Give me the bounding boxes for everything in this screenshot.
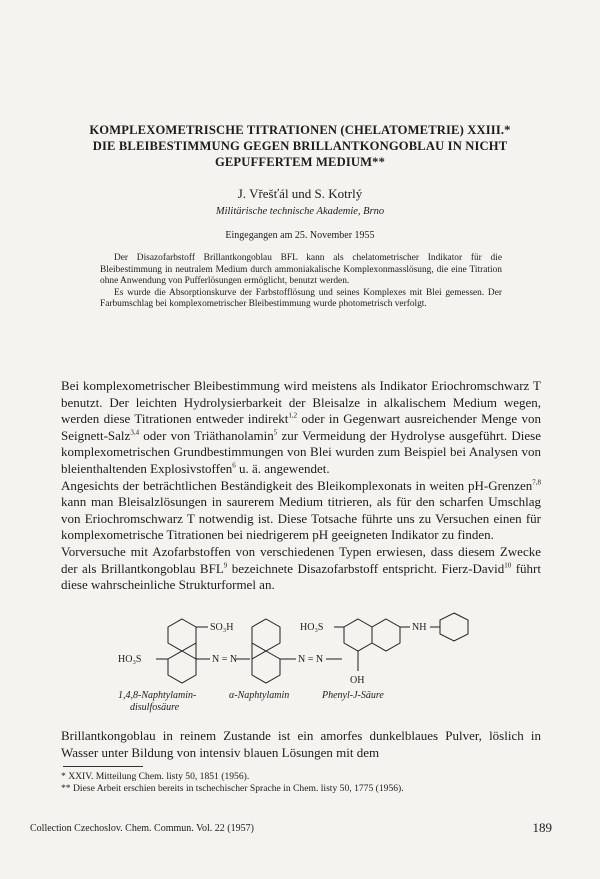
footnote-2: ** Diese Arbeit erschien bereits in tschechischer Sprache in Chem. listy 50, 1775 (1956). <box>61 783 404 794</box>
caption-phenyl-j-saeure: Phenyl-J-Säure <box>322 690 384 701</box>
abstract-paragraph-2: Es wurde die Absorptionskurve der Farbstofflösung und seines Komplexes mit Blei gemessen. Der Farbumschlag bei komplexometrischer Bleibestimmung wurde photometrisch verfolgt. <box>100 287 502 309</box>
so3h-label-1: SO₃H <box>210 622 234 633</box>
title-line-2: DIE BLEIBESTIMMUNG GEGEN BRILLANTKONGOBLAU IN NICHT <box>92 139 508 153</box>
naphthalene-1-ring-b <box>168 651 196 683</box>
caption-naphtylamin-disulfosaeure: 1,4,8-Naphtylamin- disulfosäure <box>118 690 197 713</box>
received-date: Eingegangen am 25. November 1955 <box>225 230 375 241</box>
footnote-separator <box>63 766 143 767</box>
ho3s-label-1: HO₃S <box>118 654 142 665</box>
abstract-paragraph-1: Der Disazofarbstoff Brillantkongoblau BFL kann als chelatometrischer Indikator für die Bleibestimmung in neutralem Medium durch ammoniakalische Komplexonmasslösung, die eine Titration ohne Anwendung von Pufferlösungen ermöglicht, benutzt werden. <box>100 253 502 286</box>
nh-label: NH <box>412 622 427 633</box>
body-paragraph-2: Angesichts der beträchtlichen Beständigkeit des Bleikomplexonats in weiten pH-Grenzen$^{7,8}$ kann man Bleisalzlösungen in saurerem Medium titrieren, als für den scharfen Umschlag von Eriochromschwarz T notwendig ist. Diese Totsache führte uns zu Versuchen einen für komplexometrische Titrationen bei niedrigerem pH geeigneten Indikator zu finden. <box>61 477 541 543</box>
body-text <box>61 378 541 594</box>
azo-label-1: N = N <box>212 654 238 665</box>
footnotes <box>61 771 541 795</box>
azo-label-2: N = N <box>298 654 324 665</box>
title-line-1: KOMPLEXOMETRISCHE TITRATIONEN (CHELATOMETRIE) XXIII.* <box>89 123 511 137</box>
body-paragraph-4: Brillantkongoblau in reinem Zustande ist ein amorfes dunkelblaues Pulver, löslich in Wasser unter Bildung von intensiv blauen Lösungen mit dem <box>61 728 541 760</box>
body-paragraph-3: Vorversuche mit Azofarbstoffen von verschiedenen Typen erwiesen, dass diesem Zwecke der als Brillantkongoblau BFL$^9$ bezeichnete Disazofarbstoff entspricht. Fierz-David$^{10}$ führt diese wahrscheinliche Strukturformel an. <box>61 543 541 593</box>
naphthalene-2-ring-a <box>252 619 280 651</box>
affiliation: Militärische technische Akademie, Brno <box>215 206 385 217</box>
body-paragraph-1: Bei komplexometrischer Bleibestimmung wird meistens als Indikator Eriochromschwarz T benutzt. Der leichten Hydrolysierbarkeit der Bleisalze in alkalischem Medium wegen, werden diese Titrationen entweder indirekt$^{1,2}$ oder in Gegenwart ausreichender Menge von Seignett-Salz$^{3,4}$ oder von Triäthanolamin$^5$ zur Vermeidung der Hydrolyse ausgeführt. Diese komplexometrischen Grundbestimmungen von Blei wurden zum Beispiel bei Analysen von bleienthaltenden Explosivstoffen$^6$ u. ä. angewendet. <box>61 378 541 476</box>
phenyl-ring <box>440 613 468 641</box>
caption-alpha-naphtylamin: α-Naphtylamin <box>229 690 290 701</box>
page-number: 189 <box>532 820 552 835</box>
journal-footer: Collection Czechoslov. Chem. Commun. Vol. 22 (1957) <box>30 823 254 834</box>
naphthalene-3-ring-a <box>344 619 372 651</box>
naphthalene-1-ring-a <box>168 619 196 651</box>
footnote-1: * XXIV. Mitteilung Chem. listy 50, 1851 (1956). <box>61 771 250 782</box>
title-line-3: GEPUFFERTEM MEDIUM** <box>214 155 386 169</box>
oh-label: OH <box>350 675 365 686</box>
ho3s-label-2: HO₃S <box>300 622 324 633</box>
naphthalene-2-ring-b <box>252 651 280 683</box>
abstract <box>100 253 502 311</box>
naphthalene-3-ring-b <box>372 619 400 651</box>
paper-title <box>40 122 560 170</box>
authors: J. Vřešťál und S. Kotrlý <box>237 186 363 201</box>
